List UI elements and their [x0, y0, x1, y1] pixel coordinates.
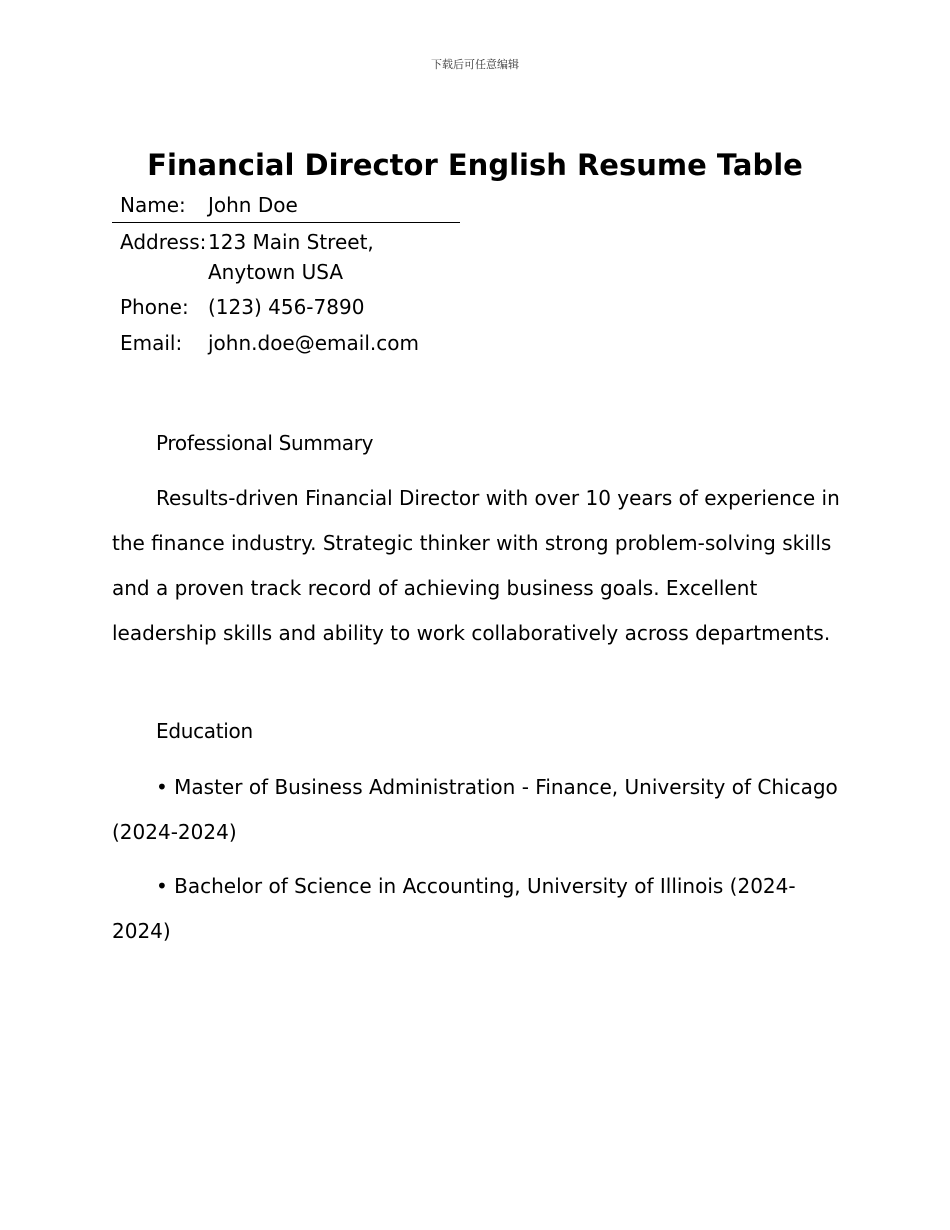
- contact-info-table: [112, 190, 460, 358]
- phone-label: Phone:: [120, 295, 189, 319]
- email-value: john.doe@email.com: [208, 331, 419, 355]
- phone-row: [112, 287, 460, 322]
- address-row: [112, 223, 460, 288]
- phone-value: (123) 456-7890: [208, 295, 365, 319]
- email-row: [112, 322, 460, 358]
- address-label: Address:: [120, 230, 207, 254]
- summary-paragraph: Results-driven Financial Director with over 10 years of experience in the finance industry. Strategic thinker with strong problem-solving skills and a proven track record of achieving business goals. Excellent leadership skills and ability to work collaboratively across departments.: [112, 486, 840, 645]
- document-title: Financial Director English Resume Table: [147, 148, 803, 182]
- page-header-note: 下载后可任意编辑: [431, 58, 519, 71]
- summary-heading: Professional Summary: [156, 431, 374, 455]
- email-label: Email:: [120, 331, 183, 355]
- name-value: John Doe: [208, 190, 460, 223]
- address-line-2: Anytown USA: [208, 260, 344, 284]
- education-heading: Education: [156, 719, 253, 743]
- education-item-2: • Bachelor of Science in Accounting, University of Illinois (2024-2024): [112, 874, 796, 943]
- address-value: [208, 223, 460, 288]
- name-label: Name:: [112, 190, 208, 223]
- address-line-1: 123 Main Street,: [208, 230, 374, 254]
- name-row: [112, 190, 460, 223]
- education-item-1: • Master of Business Administration - Finance, University of Chicago (2024-2024): [112, 775, 838, 844]
